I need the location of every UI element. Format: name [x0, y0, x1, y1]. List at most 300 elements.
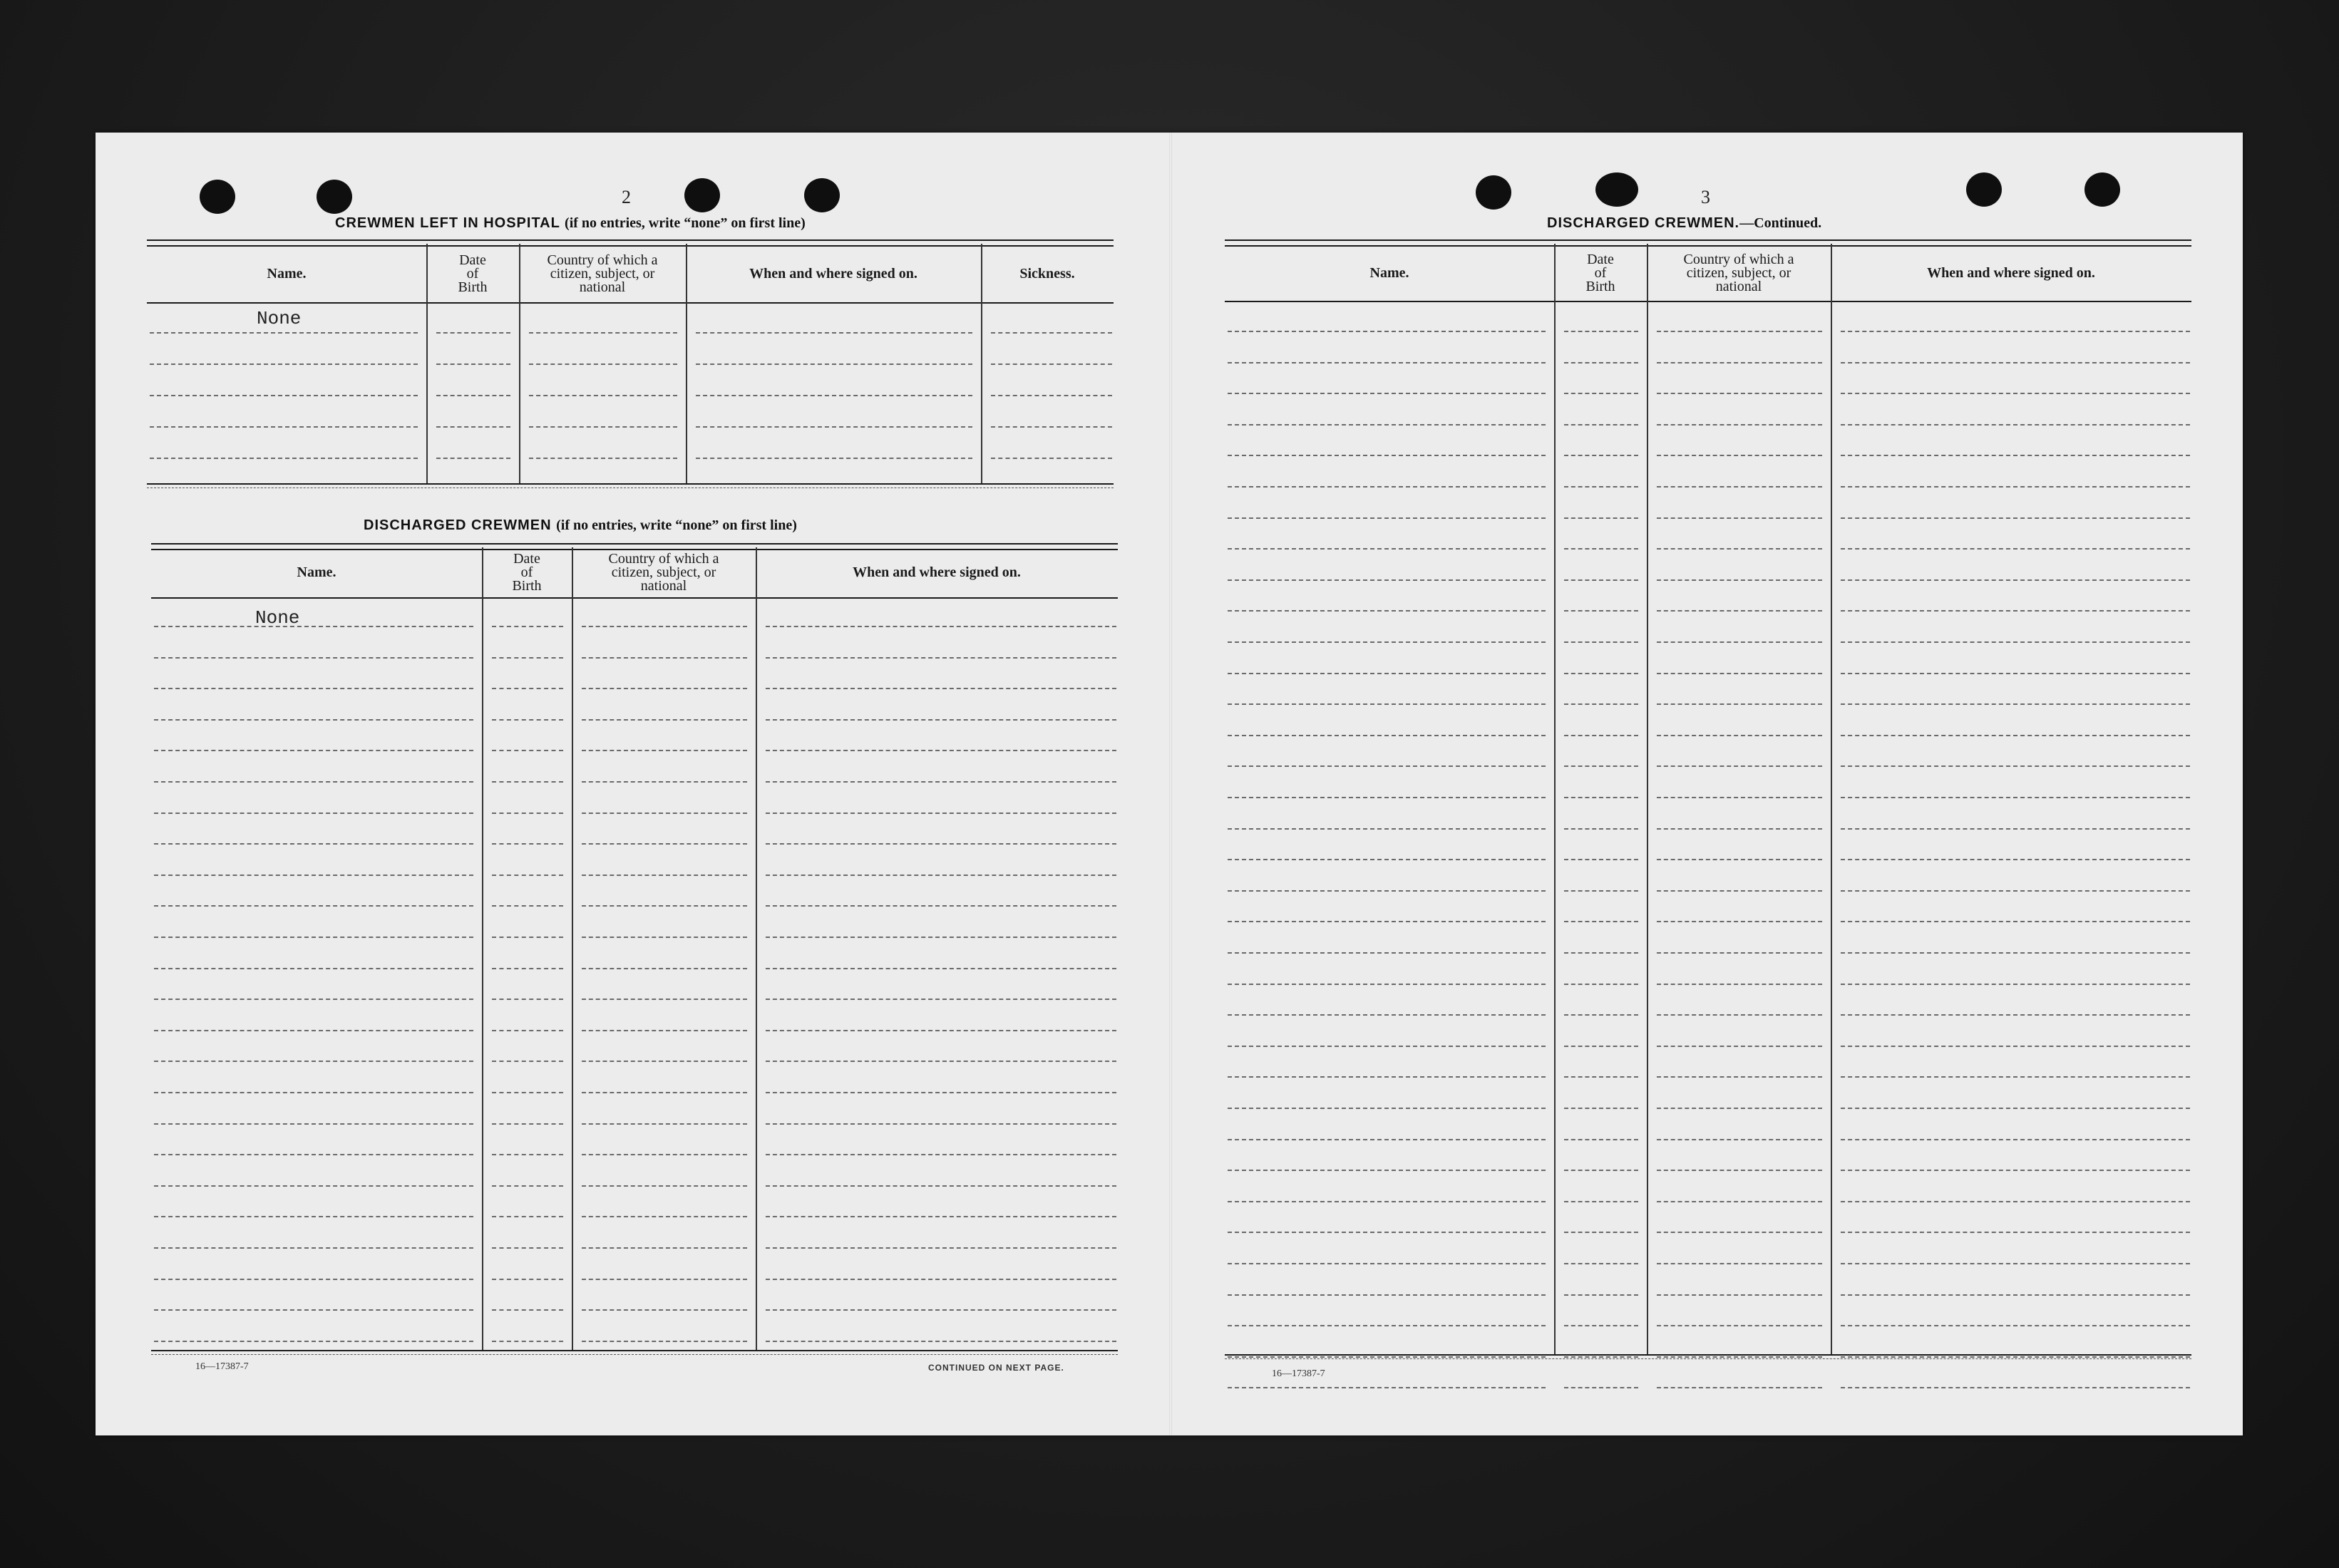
- ruled-line: [582, 843, 747, 845]
- ruled-line: [1841, 1232, 2190, 1233]
- ruled-line: [1228, 735, 1546, 736]
- ruled-line: [492, 999, 563, 1000]
- form-code: 16—17387-7: [1272, 1368, 1325, 1379]
- ruled-line: [1657, 735, 1822, 736]
- ruled-line: [154, 1123, 473, 1125]
- ruled-line: [492, 1061, 563, 1062]
- ruled-line: [154, 1154, 473, 1155]
- ruled-line: [766, 937, 1116, 938]
- ruled-line: [154, 1309, 473, 1311]
- country-line: Country of which a: [608, 550, 719, 567]
- ruled-line: [1228, 673, 1546, 674]
- ruled-line: [529, 426, 677, 428]
- ruled-line: [582, 1030, 747, 1031]
- ruled-line: [1657, 1201, 1822, 1202]
- ruled-line: [582, 719, 747, 721]
- ruled-line: [696, 426, 972, 428]
- ruled-line: [1657, 610, 1822, 612]
- punch-hole: [2084, 172, 2120, 207]
- continued-note: CONTINUED ON NEXT PAGE.: [928, 1363, 1064, 1373]
- ruled-line: [1841, 641, 2190, 643]
- col-header-signed-on: When and where signed on.: [749, 265, 917, 282]
- ruled-line: [1564, 1170, 1638, 1171]
- ruled-line: [1564, 331, 1638, 332]
- ruled-line: [492, 657, 563, 659]
- ruled-line: [1841, 1387, 2190, 1388]
- ruled-line: [991, 395, 1112, 396]
- ruled-line: [991, 458, 1112, 459]
- ruled-line: [1657, 984, 1822, 985]
- ruled-line: [1841, 1014, 2190, 1016]
- dob-line: Date: [1587, 251, 1614, 267]
- ruled-line: [1228, 1325, 1546, 1326]
- ruled-line: [582, 813, 747, 814]
- ruled-line: [154, 1216, 473, 1217]
- hospital-table: [147, 239, 1114, 489]
- col-header-dob: [426, 247, 519, 301]
- ruled-line: [582, 1092, 747, 1093]
- page-fold: [1169, 133, 1172, 1435]
- ruled-line: [1657, 393, 1822, 394]
- ruled-line: [492, 843, 563, 845]
- col-header-dob: [1554, 247, 1647, 299]
- ruled-line: [1564, 1108, 1638, 1109]
- ruled-line: [1564, 1201, 1638, 1202]
- dob-line: of: [1594, 264, 1607, 281]
- ruled-line: [1228, 1170, 1546, 1171]
- dob-line: Birth: [1585, 278, 1615, 294]
- ruled-line: [582, 688, 747, 689]
- column-divider: [572, 547, 573, 1350]
- country-line: citizen, subject, or: [1686, 264, 1791, 281]
- ruled-line: [766, 750, 1116, 751]
- ruled-line: [766, 719, 1116, 721]
- ruled-line: [582, 1216, 747, 1217]
- ruled-line: [766, 1030, 1116, 1031]
- ruled-line: [1657, 765, 1822, 767]
- ruled-line: [991, 363, 1112, 365]
- col-header-sickness: Sickness.: [1019, 265, 1075, 282]
- ruled-line: [1841, 579, 2190, 581]
- ruled-line: [1564, 703, 1638, 705]
- ruled-line: [766, 875, 1116, 876]
- ruled-line: [1564, 548, 1638, 550]
- ruled-line: [1228, 1046, 1546, 1047]
- ruled-line: [492, 1185, 563, 1187]
- ruled-line: [492, 1092, 563, 1093]
- ruled-line: [1228, 984, 1546, 985]
- col-header-name: Name.: [297, 564, 336, 580]
- ruled-line: [1564, 1014, 1638, 1016]
- ruled-line: [1657, 1356, 1822, 1358]
- ruled-line: [1228, 921, 1546, 922]
- ruled-line: [1657, 1076, 1822, 1078]
- ruled-line: [1564, 610, 1638, 612]
- form-code: 16—17387-7: [195, 1361, 249, 1372]
- header-rule: [1225, 301, 2191, 302]
- ruled-line: [1564, 424, 1638, 425]
- dob-line: of: [520, 564, 533, 580]
- ruled-line: [582, 1061, 747, 1062]
- country-line: national: [579, 279, 626, 295]
- ruled-line: [1841, 517, 2190, 519]
- right-title-continued: —Continued.: [1739, 215, 1822, 231]
- ruled-line: [1841, 486, 2190, 488]
- ruled-line: [1228, 828, 1546, 830]
- ruled-line: [1564, 673, 1638, 674]
- col-header-country: [572, 549, 756, 596]
- ruled-line: [1841, 362, 2190, 363]
- ruled-line: [1657, 703, 1822, 705]
- punch-hole: [804, 178, 840, 212]
- ruled-line: [1657, 362, 1822, 363]
- punch-hole: [317, 180, 352, 214]
- ruled-line: [1228, 1294, 1546, 1296]
- ruled-line: [1564, 393, 1638, 394]
- ruled-line: [1564, 765, 1638, 767]
- ruled-line: [1564, 828, 1638, 830]
- ruled-line: [766, 1341, 1116, 1342]
- table-bottom-rule: [151, 1350, 1118, 1355]
- column-divider: [1831, 244, 1832, 1354]
- table-top-rule: [1225, 239, 2191, 247]
- ruled-line: [696, 332, 972, 334]
- ruled-line: [582, 750, 747, 751]
- ruled-line: [1564, 952, 1638, 954]
- ruled-line: [1228, 641, 1546, 643]
- ruled-line: [1564, 859, 1638, 860]
- ruled-line: [1657, 921, 1822, 922]
- ruled-line: [1841, 1139, 2190, 1140]
- ruled-line: [1228, 579, 1546, 581]
- ruled-line: [582, 1154, 747, 1155]
- ruled-line: [154, 1061, 473, 1062]
- ruled-line: [1228, 424, 1546, 425]
- ruled-line: [696, 395, 972, 396]
- ruled-line: [1228, 1108, 1546, 1109]
- ruled-line: [1841, 1046, 2190, 1047]
- dob-line: Date: [459, 252, 486, 268]
- discharged-instruction: (if no entries, write “none” on first line): [556, 517, 797, 533]
- ruled-line: [492, 968, 563, 969]
- ruled-line: [766, 1279, 1116, 1280]
- column-divider: [1647, 244, 1648, 1354]
- ruled-line: [582, 781, 747, 783]
- ruled-line: [529, 458, 677, 459]
- ruled-line: [1564, 1294, 1638, 1296]
- ruled-line: [1564, 797, 1638, 798]
- hospital-title-text: CREWMEN LEFT IN HOSPITAL: [335, 215, 560, 231]
- ruled-line: [1657, 548, 1822, 550]
- ruled-line: [529, 395, 677, 396]
- discharged-section-title: [364, 517, 797, 534]
- ruled-line: [1841, 828, 2190, 830]
- ruled-line: [1564, 486, 1638, 488]
- col-header-name: Name.: [1369, 264, 1409, 281]
- discharged-title-text: DISCHARGED CREWMEN: [364, 517, 552, 533]
- punch-hole: [200, 180, 235, 214]
- ruled-line: [1657, 641, 1822, 643]
- ruled-line: [1564, 921, 1638, 922]
- ruled-line: [696, 363, 972, 365]
- ruled-line: [436, 395, 510, 396]
- ruled-line: [1657, 952, 1822, 954]
- ruled-line: [1841, 673, 2190, 674]
- ruled-line: [582, 1185, 747, 1187]
- ruled-line: [766, 1092, 1116, 1093]
- col-header-country: [1647, 247, 1831, 299]
- ruled-line: [154, 1185, 473, 1187]
- ruled-line: [1564, 1387, 1638, 1388]
- ruled-line: [154, 1341, 473, 1342]
- first-entry: None: [255, 607, 300, 629]
- col-header-name: Name.: [267, 265, 307, 282]
- ruled-line: [150, 395, 418, 396]
- dob-line: Birth: [458, 279, 488, 295]
- ruled-line: [492, 1030, 563, 1031]
- ruled-line: [1228, 1201, 1546, 1202]
- ruled-line: [1657, 673, 1822, 674]
- dob-line: Birth: [512, 577, 542, 594]
- ruled-line: [1564, 1232, 1638, 1233]
- ruled-line: [1228, 1263, 1546, 1264]
- country-line: citizen, subject, or: [550, 265, 655, 282]
- ruled-line: [1657, 1046, 1822, 1047]
- ruled-line: [1657, 1232, 1822, 1233]
- ruled-line: [1657, 486, 1822, 488]
- ruled-line: [1657, 859, 1822, 860]
- ruled-line: [766, 999, 1116, 1000]
- document-spread: [96, 133, 2243, 1435]
- punch-hole: [1966, 172, 2002, 207]
- ruled-line: [1657, 1170, 1822, 1171]
- ruled-line: [991, 332, 1112, 334]
- ruled-line: [1228, 393, 1546, 394]
- first-entry: None: [257, 308, 302, 329]
- ruled-line: [1841, 455, 2190, 456]
- ruled-line: [1657, 1387, 1822, 1388]
- ruled-line: [1564, 362, 1638, 363]
- ruled-line: [1657, 1325, 1822, 1326]
- ruled-line: [492, 1279, 563, 1280]
- ruled-line: [1228, 1076, 1546, 1078]
- ruled-line: [1841, 890, 2190, 892]
- ruled-line: [1841, 424, 2190, 425]
- ruled-line: [154, 626, 473, 627]
- ruled-line: [529, 332, 677, 334]
- ruled-line: [582, 968, 747, 969]
- ruled-line: [696, 458, 972, 459]
- dob-line: of: [466, 265, 479, 282]
- ruled-line: [529, 363, 677, 365]
- ruled-line: [492, 781, 563, 783]
- ruled-line: [766, 781, 1116, 783]
- ruled-line: [1657, 1263, 1822, 1264]
- country-line: national: [1715, 278, 1762, 294]
- ruled-line: [1228, 548, 1546, 550]
- ruled-line: [1841, 1294, 2190, 1296]
- ruled-line: [154, 657, 473, 659]
- hospital-section-title: [335, 215, 806, 232]
- ruled-line: [582, 1309, 747, 1311]
- ruled-line: [436, 332, 510, 334]
- ruled-line: [154, 1030, 473, 1031]
- ruled-line: [1228, 952, 1546, 954]
- ruled-line: [492, 626, 563, 627]
- ruled-line: [766, 1247, 1116, 1249]
- ruled-line: [582, 1279, 747, 1280]
- ruled-line: [766, 813, 1116, 814]
- country-line: Country of which a: [1683, 251, 1794, 267]
- ruled-line: [1564, 1356, 1638, 1358]
- ruled-line: [154, 1279, 473, 1280]
- ruled-line: [766, 843, 1116, 845]
- ruled-line: [154, 843, 473, 845]
- ruled-line: [1841, 1201, 2190, 1202]
- ruled-line: [582, 657, 747, 659]
- ruled-line: [492, 905, 563, 907]
- ruled-line: [1841, 1325, 2190, 1326]
- page-number: 2: [622, 187, 631, 207]
- ruled-line: [582, 1123, 747, 1125]
- dob-line: Date: [513, 550, 540, 567]
- ruled-line: [1657, 890, 1822, 892]
- ruled-line: [582, 1247, 747, 1249]
- ruled-line: [1228, 765, 1546, 767]
- ruled-line: [150, 332, 418, 334]
- ruled-line: [1657, 455, 1822, 456]
- ruled-line: [1841, 393, 2190, 394]
- ruled-line: [492, 813, 563, 814]
- ruled-line: [1841, 1076, 2190, 1078]
- col-header-signed-on: When and where signed on.: [1927, 264, 2095, 281]
- ruled-line: [154, 813, 473, 814]
- ruled-line: [1841, 610, 2190, 612]
- col-header-signed-on: When and where signed on.: [853, 564, 1021, 580]
- ruled-line: [1228, 517, 1546, 519]
- ruled-line: [154, 968, 473, 969]
- ruled-line: [1841, 703, 2190, 705]
- ruled-line: [582, 875, 747, 876]
- ruled-line: [492, 1154, 563, 1155]
- ruled-line: [492, 750, 563, 751]
- ruled-line: [1564, 1263, 1638, 1264]
- ruled-line: [1657, 424, 1822, 425]
- ruled-line: [1841, 921, 2190, 922]
- ruled-line: [436, 458, 510, 459]
- ruled-line: [1657, 1108, 1822, 1109]
- ruled-line: [1228, 890, 1546, 892]
- ruled-line: [492, 688, 563, 689]
- ruled-line: [154, 999, 473, 1000]
- ruled-line: [1841, 952, 2190, 954]
- ruled-line: [436, 426, 510, 428]
- ruled-line: [154, 875, 473, 876]
- ruled-line: [1657, 517, 1822, 519]
- ruled-line: [1228, 455, 1546, 456]
- ruled-line: [766, 1123, 1116, 1125]
- ruled-line: [1841, 1263, 2190, 1264]
- discharged-table: [151, 543, 1118, 1356]
- ruled-line: [492, 1123, 563, 1125]
- country-line: Country of which a: [547, 252, 658, 268]
- ruled-line: [1657, 1014, 1822, 1016]
- ruled-line: [1564, 735, 1638, 736]
- ruled-line: [1228, 859, 1546, 860]
- ruled-line: [1657, 1139, 1822, 1140]
- ruled-line: [154, 1247, 473, 1249]
- ruled-line: [766, 905, 1116, 907]
- ruled-line: [154, 688, 473, 689]
- hospital-instruction: (if no entries, write “none” on first line): [565, 215, 806, 231]
- punch-hole: [1476, 175, 1511, 210]
- ruled-line: [1841, 1356, 2190, 1358]
- right-section-title: [1547, 215, 1821, 232]
- ruled-line: [492, 875, 563, 876]
- ruled-line: [1657, 579, 1822, 581]
- ruled-line: [1657, 828, 1822, 830]
- ruled-line: [1841, 1108, 2190, 1109]
- column-divider: [756, 547, 757, 1350]
- ruled-line: [1564, 1046, 1638, 1047]
- ruled-line: [582, 1341, 747, 1342]
- ruled-line: [492, 1341, 563, 1342]
- ruled-line: [154, 937, 473, 938]
- ruled-line: [766, 1185, 1116, 1187]
- ruled-line: [1228, 331, 1546, 332]
- right-title-text: DISCHARGED CREWMEN.: [1547, 215, 1740, 231]
- ruled-line: [1228, 610, 1546, 612]
- col-header-dob: [482, 549, 572, 596]
- country-line: citizen, subject, or: [611, 564, 716, 580]
- ruled-line: [492, 937, 563, 938]
- ruled-line: [154, 719, 473, 721]
- punch-hole: [1595, 172, 1638, 207]
- ruled-line: [766, 1216, 1116, 1217]
- ruled-line: [1841, 859, 2190, 860]
- ruled-line: [154, 905, 473, 907]
- country-line: national: [640, 577, 687, 594]
- ruled-line: [492, 719, 563, 721]
- ruled-line: [492, 1247, 563, 1249]
- ruled-line: [1564, 1076, 1638, 1078]
- ruled-line: [1228, 1014, 1546, 1016]
- col-header-country: [519, 247, 686, 301]
- ruled-line: [154, 1092, 473, 1093]
- ruled-line: [1841, 548, 2190, 550]
- ruled-line: [492, 1216, 563, 1217]
- ruled-line: [1228, 1139, 1546, 1140]
- header-rule: [147, 302, 1114, 304]
- ruled-line: [1657, 797, 1822, 798]
- ruled-line: [1657, 331, 1822, 332]
- ruled-line: [1228, 1232, 1546, 1233]
- ruled-line: [1841, 797, 2190, 798]
- ruled-line: [1228, 797, 1546, 798]
- ruled-line: [766, 1154, 1116, 1155]
- ruled-line: [1657, 1294, 1822, 1296]
- ruled-line: [1228, 703, 1546, 705]
- ruled-line: [766, 1309, 1116, 1311]
- ruled-line: [582, 905, 747, 907]
- ruled-line: [150, 426, 418, 428]
- page-number: 3: [1701, 187, 1710, 207]
- ruled-line: [436, 363, 510, 365]
- table-bottom-rule: [147, 483, 1114, 488]
- ruled-line: [1841, 765, 2190, 767]
- ruled-line: [1564, 517, 1638, 519]
- ruled-line: [582, 999, 747, 1000]
